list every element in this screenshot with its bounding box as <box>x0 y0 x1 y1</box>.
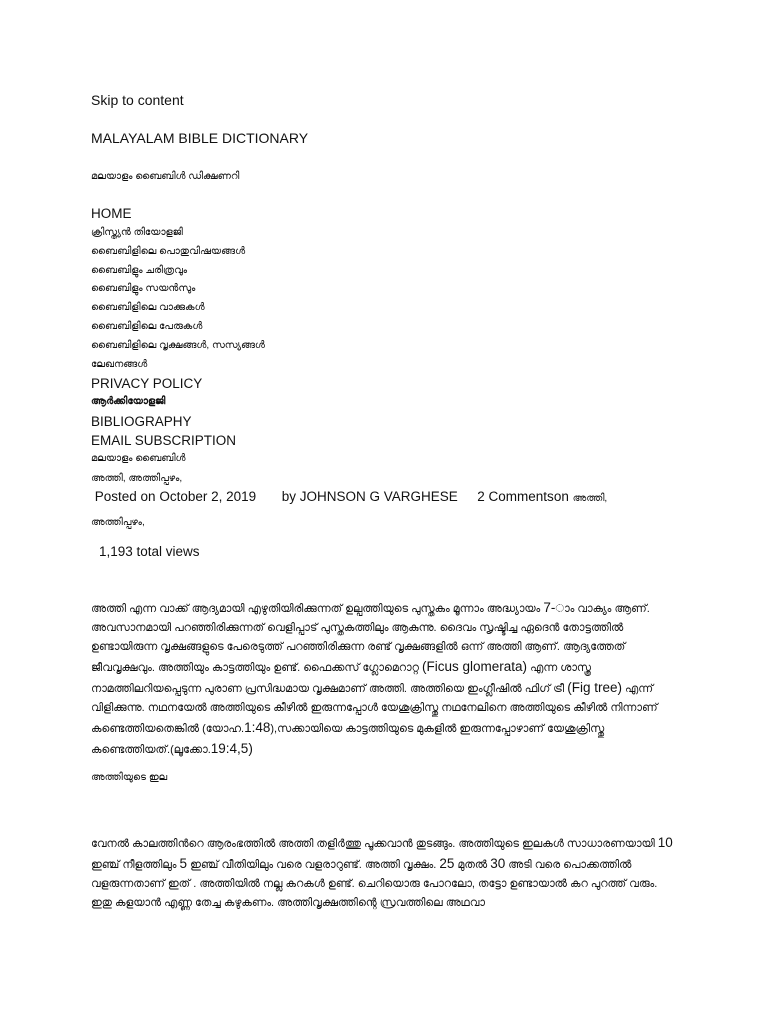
by-label: by <box>281 489 296 504</box>
nav-link-bible-trees-plants[interactable]: ബൈബിളിലെ വൃക്ഷങ്ങൾ, സസ്യങ്ങൾ <box>91 339 265 351</box>
nav-link-bible-words[interactable]: ബൈബിളിലെ വാക്കുകൾ <box>91 302 205 314</box>
post-title: അത്തി, അത്തിപ്പഴം, <box>91 473 183 484</box>
nav-item <box>91 337 265 356</box>
nav-item <box>91 280 265 299</box>
nav-item <box>91 412 265 431</box>
content-subheading: അത്തിയുടെ ഇല <box>91 772 168 783</box>
content-paragraph-2 <box>91 833 673 913</box>
paragraph-text-segment: വേനൽ കാലത്തിൻറെ ആരംഭത്തിൽ അത്തി തളിർത്തു പൂക്കവാൻ തുടങ്ങും. അത്തിയുടെ ഇലകൾ സാധാരണയായി <box>91 838 658 850</box>
nav-item <box>91 318 265 337</box>
paragraph-text-segment: ),സക്കായിയെ കാട്ടത്തിയുടെ മുകളിൽ ഇരുന്നപ്പോഴാണ് യേശുക്രിസ്തു കണ്ടെത്തിയത്.(ലൂക്കോ. <box>91 723 605 756</box>
skip-to-content-link[interactable]: Skip to content <box>91 92 184 108</box>
main-navigation <box>91 204 265 469</box>
nav-link-bible-science[interactable]: ബൈബിളും സയൻസും <box>91 283 196 295</box>
nav-link-general-topics[interactable]: ബൈബിളിലെ പൊതുവിഷയങ്ങൾ <box>91 245 246 257</box>
site-title-link[interactable]: MALAYALAM BIBLE DICTIONARY <box>91 130 309 146</box>
paragraph-text-segment: 25 <box>439 856 455 871</box>
paragraph-text-segment: ാം വാക്യം ആണ്. അവസാനമായി പറഞ്ഞിരിക്കുന്നത് വെളിപ്പാട് പുസ്തകത്തിലും ആകുന്നു. ദൈവം സൃഷ്ടിച്ച ഏദെൻ തോട്ടത്തിൽ ഉണ്ടായിരുന്ന വൃക്ഷങ്ങളുടെ പേരെടുത്ത് പറഞ്ഞിരിക്കുന്ന രണ്ട് വൃക്ഷങ്ങളിൽ ഒന്ന് അത്തി ആണ്. ആദ്യത്തേത് ജീവവൃക്ഷവും. അത്തിയും കാട്ടത്തിയും ഉണ്ട്. ഫൈക്കസ് ഗ്ലോമെറാറ്റ <box>91 603 650 674</box>
total-views-counter: 1,193 total views <box>99 544 200 559</box>
nav-link-bible-names[interactable]: ബൈബിളിലെ പേരുകൾ <box>91 320 203 332</box>
nav-link-christian-theology[interactable]: ക്രിസ്ത്യൻ തിയോളജി <box>91 227 183 238</box>
comments-target: അത്തി, അത്തിപ്പഴം, <box>91 493 608 528</box>
nav-item <box>91 356 265 375</box>
comments-on-label: on <box>553 489 569 504</box>
nav-link-home[interactable]: HOME <box>91 206 132 221</box>
nav-item <box>91 262 265 281</box>
nav-item <box>91 224 265 243</box>
site-description: മലയാളം ബൈബിൾ ഡിക്ഷണറി <box>91 171 240 182</box>
paragraph-text-segment: ഇഞ്ച് വീതിയിലും വരെ വളരാറുണ്ട്. അത്തി വൃക്ഷം. <box>187 859 440 871</box>
nav-item <box>91 450 265 469</box>
paragraph-text-segment: 1:48 <box>244 720 271 735</box>
nav-link-bibliography[interactable]: BIBLIOGRAPHY <box>91 414 192 430</box>
paragraph-text-segment: 30 <box>490 856 506 871</box>
nav-link-archaeology[interactable]: ആർക്കിയോളജി <box>91 396 166 408</box>
posted-on-label: Posted on <box>94 489 156 504</box>
nav-item <box>91 243 265 262</box>
nav-item <box>91 204 265 224</box>
nav-item <box>91 299 265 318</box>
paragraph-text-segment: 5 <box>179 856 188 871</box>
nav-item <box>91 393 265 412</box>
paragraph-text-segment: (Fig tree) <box>567 680 622 695</box>
nav-link-articles[interactable]: ലേഖനങ്ങൾ <box>91 358 148 370</box>
paragraph-text-segment: എന്ന് വിളിക്കുന്നു. നഥനയേൽ അത്തിയുടെ കീഴിൽ ഇരുന്നപ്പോൾ യേശുക്രിസ്തു നഥനേലിനെ അത്തിയുടെ കീഴിൽ നിന്നാണ് കണ്ടെത്തിയതെങ്കിൽ (യോഹ. <box>91 683 658 735</box>
post-meta <box>91 486 651 534</box>
nav-item <box>91 374 265 393</box>
nav-link-privacy-policy[interactable]: PRIVACY POLICY <box>91 376 203 392</box>
author-link[interactable]: JOHNSON G VARGHESE <box>299 489 458 504</box>
paragraph-text-segment: 7- <box>543 600 556 615</box>
nav-link-email-subscription[interactable]: EMAIL SUBSCRIPTION <box>91 433 237 449</box>
comments-link[interactable]: 2 Comments <box>477 489 554 504</box>
nav-link-malayalam-bible[interactable]: മലയാളം ബൈബിൾ <box>91 453 186 465</box>
nav-item <box>91 431 265 450</box>
post-date-link[interactable]: October 2, 2019 <box>159 489 257 504</box>
paragraph-text-segment: 10 <box>657 835 673 850</box>
nav-link-bible-history[interactable]: ബൈബിളും ചരിത്രവും <box>91 264 188 276</box>
paragraph-text-segment: അത്തി എന്ന വാക്ക് ആദ്യമായി എഴുതിയിരിക്കുന്നത് ഉല്പത്തിയുടെ പുസ്തകം മൂന്നാം അദ്ധ്യായം <box>91 603 544 615</box>
paragraph-text-segment: അടി വരെ പൊക്കത്തിൽ വളരുന്നതാണ് ഇത് . അത്തിയിൽ നല്ല കറകൾ ഉണ്ട്. ചെറിയൊരു പോറലോ, തട്ടോ ഉണ്ടായാൽ കറ പുറത്ത് വരും. ഇതു കളയാൻ എണ്ണ തേച്ച കഴുകണം. അത്തിവൃക്ഷത്തിന്റെ സ്രവത്തിലെ അഥവാ <box>91 859 658 909</box>
paragraph-text-segment: 19:4,5) <box>210 741 253 756</box>
paragraph-text-segment: എന്ന ശാസ്ത്ര നാമത്തിലറിയപ്പെടുന്ന പുരാണ പ്രസിദ്ധമായ വൃക്ഷമാണ് അത്തി. അത്തിയെ ഇംഗ്ലീഷിൽ ഫിഗ് ട്രീ <box>91 662 592 695</box>
content-paragraph-1 <box>91 598 673 760</box>
paragraph-text-segment: ഇഞ്ച് നീളത്തിലും <box>91 859 180 871</box>
paragraph-text-segment: മുതൽ <box>454 859 491 871</box>
paragraph-text-segment: (Ficus glomerata) <box>422 659 528 674</box>
